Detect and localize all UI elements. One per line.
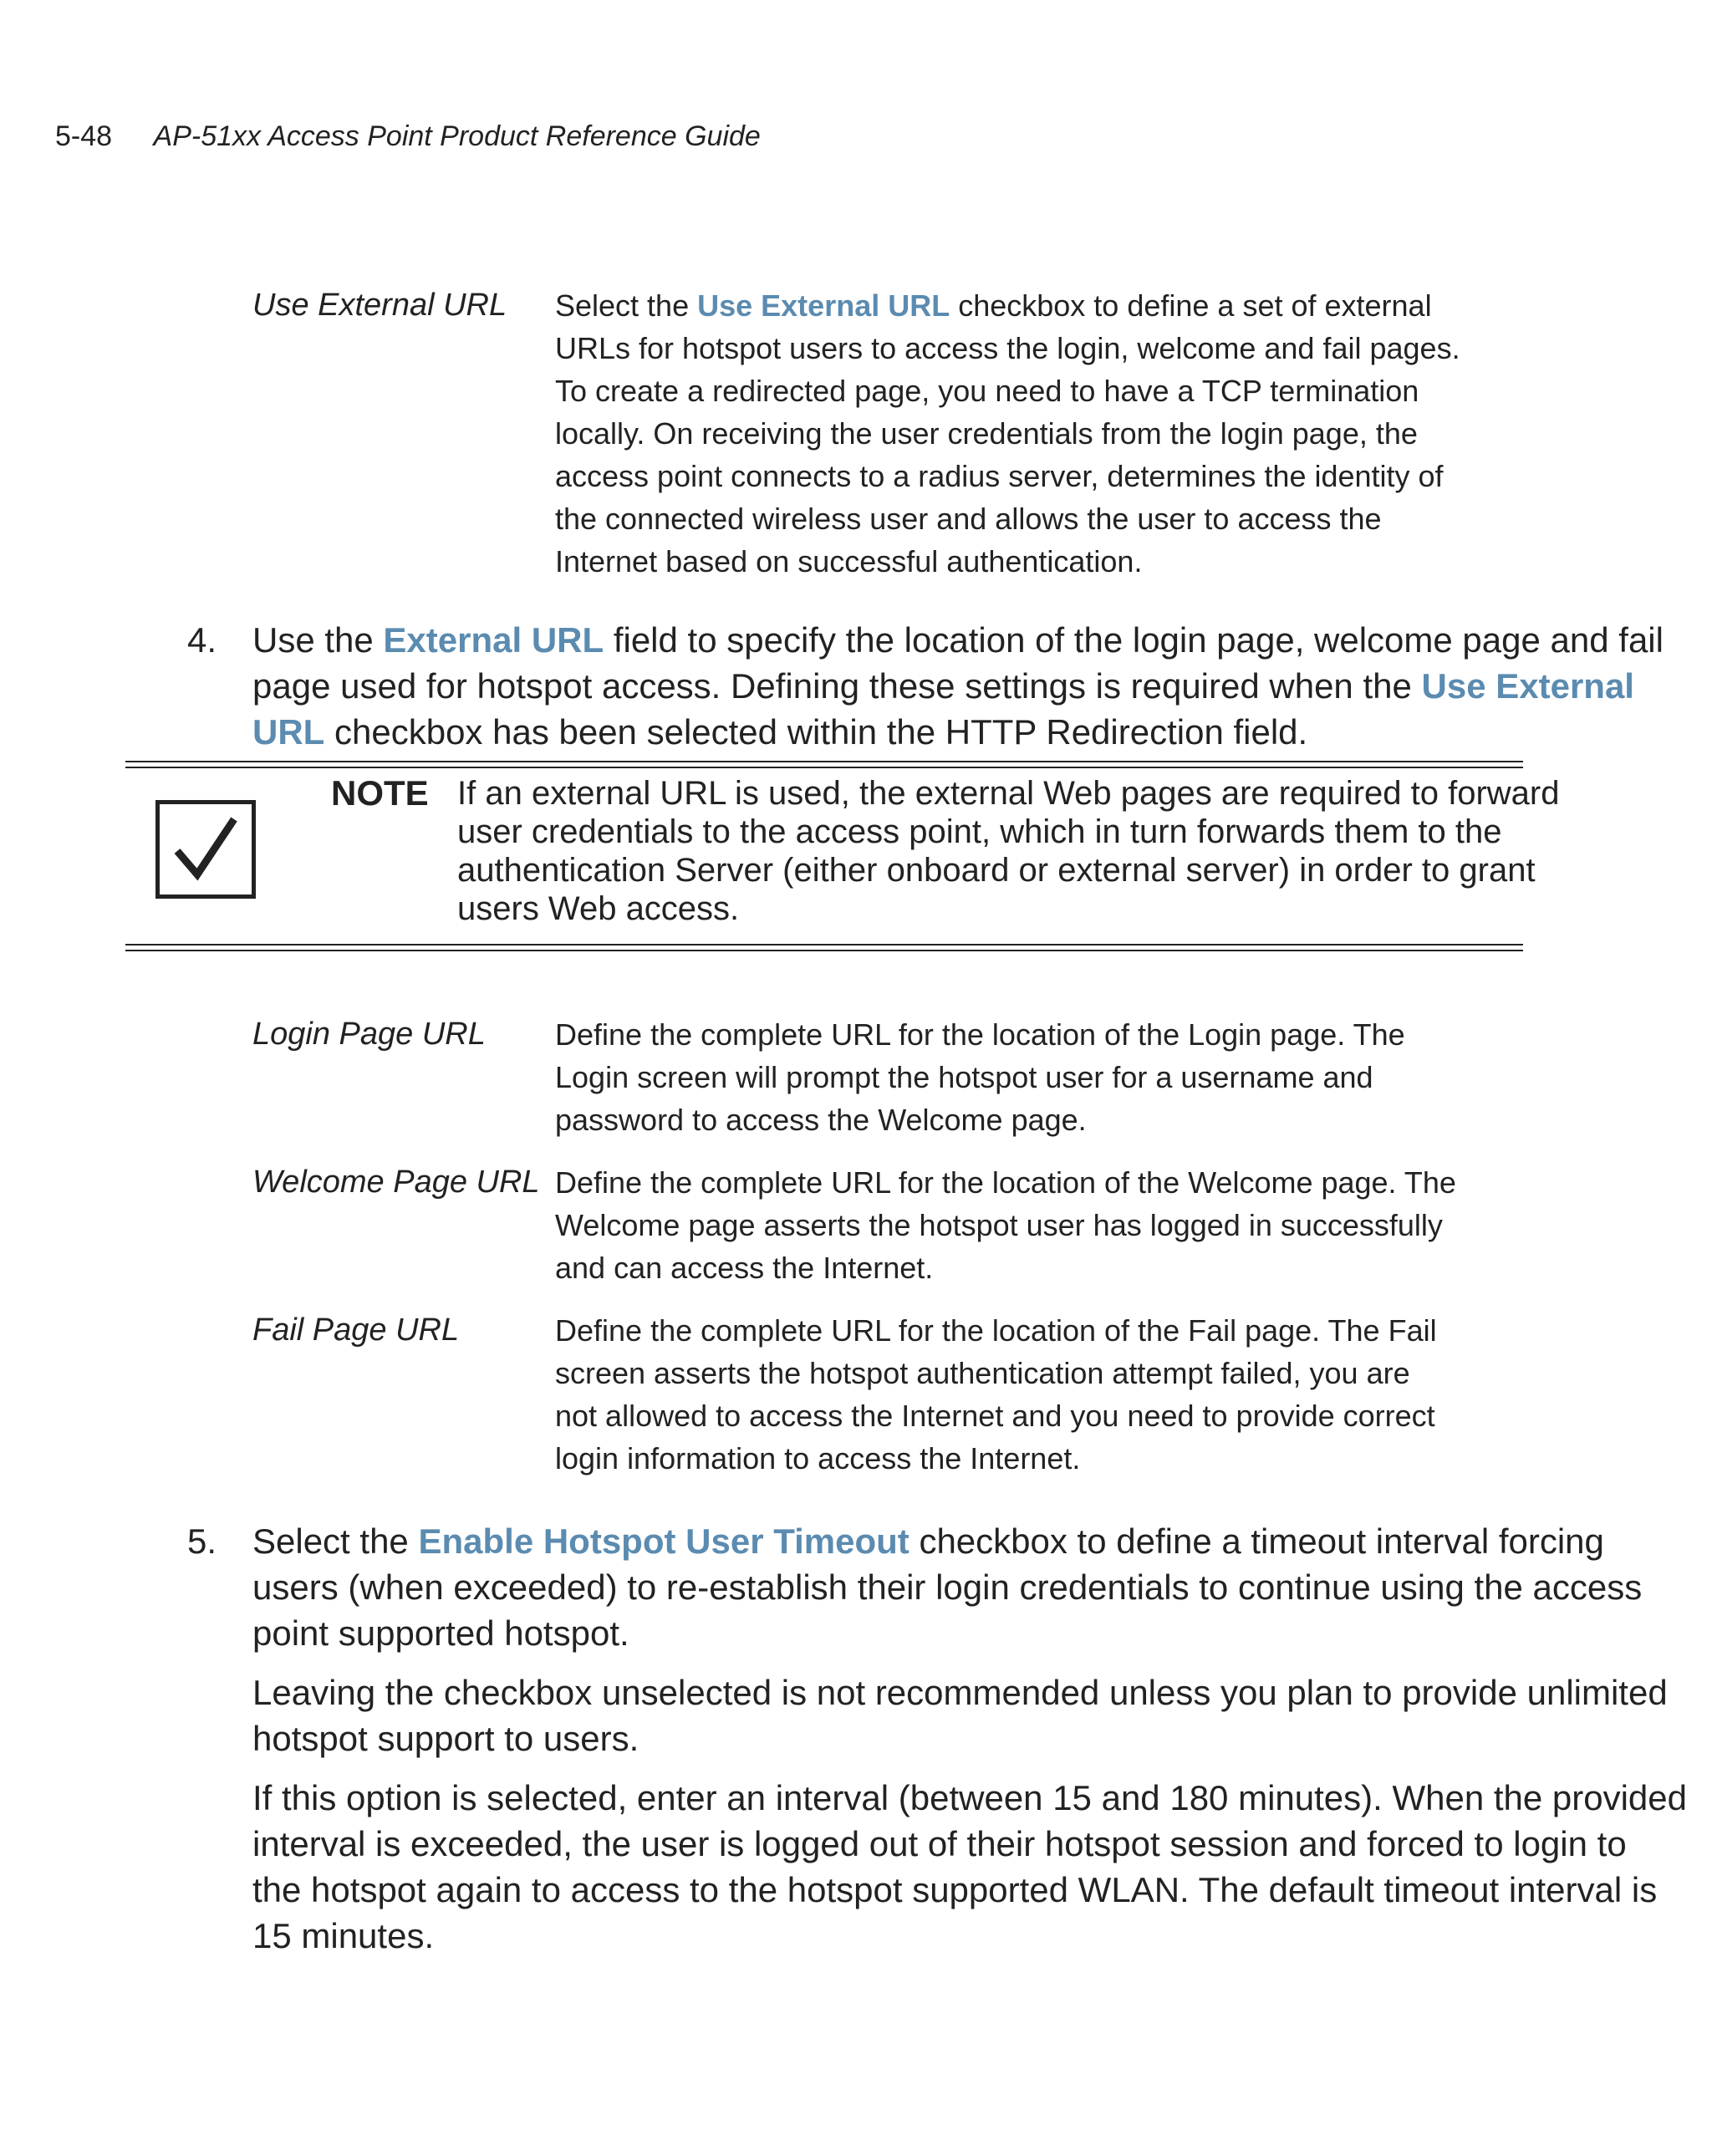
step-5 <box>187 1518 1688 1959</box>
ui-field-reference: Enable Hotspot User Timeout <box>418 1521 910 1561</box>
definition-description <box>555 1309 1437 1480</box>
text-line: Welcome page asserts the hotspot user has logged in successfully <box>555 1208 1443 1242</box>
step-body <box>252 617 1664 755</box>
definition-table-bottom <box>252 1013 1456 1480</box>
step-paragraph <box>252 1518 1643 1656</box>
text-line: interval is exceeded, the user is logged out of their hotspot session and forced to login to <box>252 1824 1627 1863</box>
definition-row <box>252 1013 1423 1141</box>
text-line: hotspot support to users. <box>252 1719 639 1758</box>
definition-row <box>252 284 1460 583</box>
text-line: password to access the Welcome page. <box>555 1103 1087 1137</box>
text-line: point supported hotspot. <box>252 1613 629 1653</box>
text-line: If this option is selected, enter an interval (between 15 and 180 minutes). When the provided <box>252 1778 1688 1817</box>
definition-description <box>555 1013 1405 1141</box>
text-line: Select the Enable Hotspot User Timeout checkbox to define a timeout interval forcing <box>252 1521 1604 1561</box>
text-line: not allowed to access the Internet and you need to provide correct <box>555 1399 1435 1433</box>
text-line: Define the complete URL for the location of the Fail page. The Fail <box>555 1313 1437 1348</box>
text-line: Use the External URL field to specify the location of the login page, welcome page and fail <box>252 620 1664 660</box>
text-line: users (when exceeded) to re-establish their login credentials to continue using the access <box>252 1567 1643 1607</box>
definition-row <box>252 1161 1456 1289</box>
text-line: Leaving the checkbox unselected is not recommended unless you plan to provide unlimited <box>252 1673 1668 1712</box>
text-line: page used for hotspot access. Defining these settings is required when the Use External <box>252 666 1634 706</box>
text-line: login information to access the Internet. <box>555 1441 1081 1476</box>
text-line: screen asserts the hotspot authentication attempt failed, you are <box>555 1356 1410 1390</box>
text-line: user credentials to the access point, which in turn forwards them to the <box>457 813 1502 850</box>
text-line: Select the Use External URL checkbox to define a set of external <box>555 288 1432 323</box>
step-body <box>252 1518 1688 1959</box>
text-line: access point connects to a radius server, determines the identity of <box>555 459 1444 493</box>
ui-field-reference: Use External URL <box>697 288 950 323</box>
definition-term: Fail Page URL <box>252 1312 460 1348</box>
text-line: Login screen will prompt the hotspot user for a username and <box>555 1060 1373 1094</box>
checkmark-icon <box>155 800 256 899</box>
text-line: authentication Server (either onboard or external server) in order to grant <box>457 852 1536 889</box>
definition-term: Login Page URL <box>252 1017 486 1052</box>
text-line: To create a redirected page, you need to have a TCP termination <box>555 374 1419 408</box>
text-line: Define the complete URL for the location of the Login page. The <box>555 1017 1405 1052</box>
text-line: the hotspot again to access to the hotspot supported WLAN. The default timeout interval is <box>252 1870 1658 1909</box>
note-text <box>457 774 1560 928</box>
text-line: 15 minutes. <box>252 1916 435 1955</box>
step-number: 4. <box>187 620 217 660</box>
document-title: AP-51xx Access Point Product Reference Guide <box>153 120 761 152</box>
definition-term: Use External URL <box>252 288 507 323</box>
text-line: URL checkbox has been selected within the HTTP Redirection field. <box>252 712 1308 752</box>
note-box <box>125 761 1560 951</box>
ui-field-reference: External URL <box>383 620 604 660</box>
ui-field-reference: Use External <box>1421 666 1634 706</box>
text-line: locally. On receiving the user credentials from the login page, the <box>555 416 1418 451</box>
definition-term: Welcome Page URL <box>252 1165 540 1200</box>
page-header <box>55 120 761 153</box>
note-rule-bottom <box>125 944 1523 951</box>
definition-description <box>555 1161 1456 1289</box>
step-paragraph <box>252 1775 1688 1959</box>
text-line: Define the complete URL for the location of the Welcome page. The <box>555 1165 1456 1200</box>
definition-table-top <box>252 284 1460 583</box>
step-number: 5. <box>187 1521 217 1561</box>
step-paragraph <box>252 1669 1668 1761</box>
definition-description <box>555 284 1460 583</box>
note-label: NOTE <box>331 773 429 813</box>
text-line: and can access the Internet. <box>555 1251 934 1285</box>
note-rule-top <box>125 761 1523 768</box>
step-4 <box>187 617 1664 755</box>
ui-field-reference: URL <box>252 712 325 752</box>
definition-row <box>252 1309 1437 1480</box>
text-line: Internet based on successful authentication. <box>555 544 1143 579</box>
text-line: If an external URL is used, the external Web pages are required to forward <box>457 775 1560 812</box>
text-line: the connected wireless user and allows the user to access the <box>555 502 1382 536</box>
text-line: users Web access. <box>457 890 740 927</box>
text-line: URLs for hotspot users to access the login, welcome and fail pages. <box>555 331 1460 365</box>
page-number: 5-48 <box>55 120 113 152</box>
